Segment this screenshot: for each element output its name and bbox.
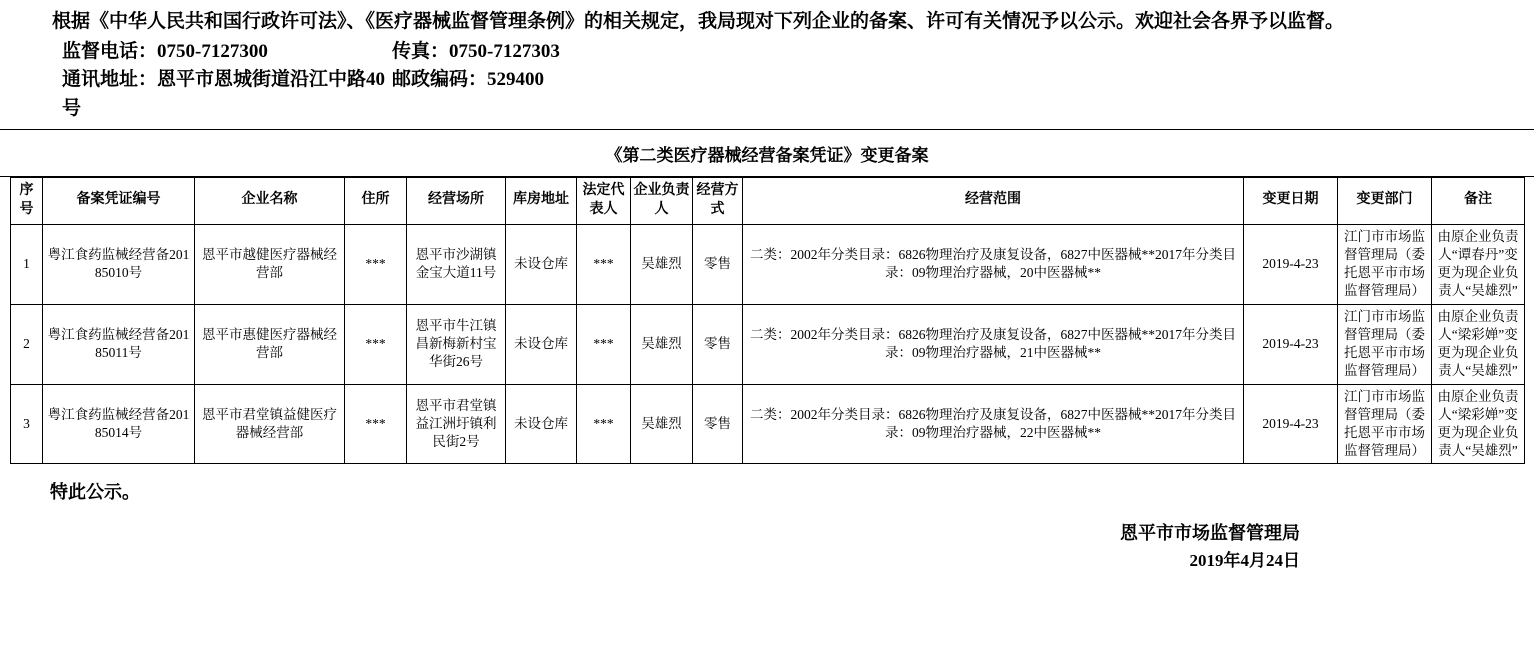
address-postcode-line [14,66,1520,123]
col-scope: 经营范围 [743,178,1244,225]
cell-site: 恩平市牛江镇昌新梅新村宝华街26号 [407,304,506,384]
cell-warehouse: 未设仓库 [506,304,577,384]
cell-enterprise: 恩平市君堂镇益健医疗器械经营部 [195,384,345,464]
cell-warehouse: 未设仓库 [506,384,577,464]
col-person: 企业负责人 [631,178,693,225]
cell-remark: 由原企业负责人“谭春丹”变更为现企业负责人“吴雄烈” [1432,224,1525,304]
records-table-wrapper [0,177,1534,464]
cell-department: 江门市市场监督管理局（委托恩平市市场监督管理局） [1338,224,1432,304]
table-row [11,384,1525,464]
col-warehouse: 库房地址 [506,178,577,225]
cell-site: 恩平市沙湖镇金宝大道11号 [407,224,506,304]
col-enterprise: 企业名称 [195,178,345,225]
cell-enterprise: 恩平市越健医疗器械经营部 [195,224,345,304]
cell-mode: 零售 [693,224,743,304]
supervision-phone: 监督电话：0750-7127300 [62,40,268,62]
cell-scope: 二类：2002年分类目录：6826物理治疗及康复设备，6827中医器械**2017年分类目录：09物理治疗器械，21中医器械** [743,304,1244,384]
cell-index: 1 [11,224,43,304]
phone-fax-line [14,38,1520,67]
table-row [11,304,1525,384]
col-remark: 备注 [1432,178,1525,225]
cell-person: 吴雄烈 [631,304,693,384]
postal-code: 邮政编码：529400 [392,69,545,91]
cell-scope: 二类：2002年分类目录：6826物理治疗及康复设备，6827中医器械**2017年分类目录：09物理治疗器械，22中医器械** [743,384,1244,464]
records-table [10,177,1525,464]
cell-mode: 零售 [693,304,743,384]
cell-person: 吴雄烈 [631,384,693,464]
cell-enterprise: 恩平市惠健医疗器械经营部 [195,304,345,384]
cell-change-date: 2019-4-23 [1244,304,1338,384]
col-index: 序号 [11,178,43,225]
notice-footer [0,464,1534,574]
cell-warehouse: 未设仓库 [506,224,577,304]
cell-site: 恩平市君堂镇益江洲圩镇利民街2号 [407,384,506,464]
cell-legal-rep: *** [577,224,631,304]
closing-notice: 特此公示。 [50,482,140,503]
col-department: 变更部门 [1338,178,1432,225]
document-title: 《第二类医疗器械经营备案凭证》变更备案 [0,130,1534,177]
issuing-authority: 恩平市市场监督管理局 [1120,523,1300,544]
cell-cert-no: 粤江食药监械经营备20185010号 [43,224,195,304]
cell-mode: 零售 [693,384,743,464]
col-site: 经营场所 [407,178,506,225]
table-row [11,224,1525,304]
cell-person: 吴雄烈 [631,224,693,304]
cell-scope: 二类：2002年分类目录：6826物理治疗及康复设备，6827中医器械**2017年分类目录：09物理治疗器械，20中医器械** [743,224,1244,304]
cell-change-date: 2019-4-23 [1244,384,1338,464]
cell-change-date: 2019-4-23 [1244,224,1338,304]
col-legal-rep: 法定代表人 [577,178,631,225]
cell-remark: 由原企业负责人“梁彩婵”变更为现企业负责人“吴雄烈” [1432,384,1525,464]
intro-paragraph: 根据《中华人民共和国行政许可法》、《医疗器械监督管理条例》的相关规定，我局现对下列企业的备案、许可有关情况予以公示。欢迎社会各界予以监督。 [52,11,1345,32]
cell-index: 3 [11,384,43,464]
col-change-date: 变更日期 [1244,178,1338,225]
cell-residence: *** [345,304,407,384]
cell-remark: 由原企业负责人“梁彩婵”变更为现企业负责人“吴雄烈” [1432,304,1525,384]
cell-department: 江门市市场监督管理局（委托恩平市市场监督管理局） [1338,304,1432,384]
cell-department: 江门市市场监督管理局（委托恩平市市场监督管理局） [1338,384,1432,464]
cell-legal-rep: *** [577,304,631,384]
col-residence: 住所 [345,178,407,225]
issue-date: 2019年4月24日 [1189,551,1300,571]
signature-block [14,520,1520,574]
table-header-row [11,178,1525,225]
col-mode: 经营方式 [693,178,743,225]
cell-residence: *** [345,384,407,464]
cell-residence: *** [345,224,407,304]
cell-index: 2 [11,304,43,384]
cell-cert-no: 粤江食药监械经营备20185011号 [43,304,195,384]
notice-header [0,0,1534,130]
mailing-address: 通讯地址：恩平市恩城街道沿江中路40号 [62,69,386,119]
cell-cert-no: 粤江食药监械经营备20185014号 [43,384,195,464]
col-cert-no: 备案凭证编号 [43,178,195,225]
cell-legal-rep: *** [577,384,631,464]
fax-number: 传真：0750-7127303 [392,40,560,62]
